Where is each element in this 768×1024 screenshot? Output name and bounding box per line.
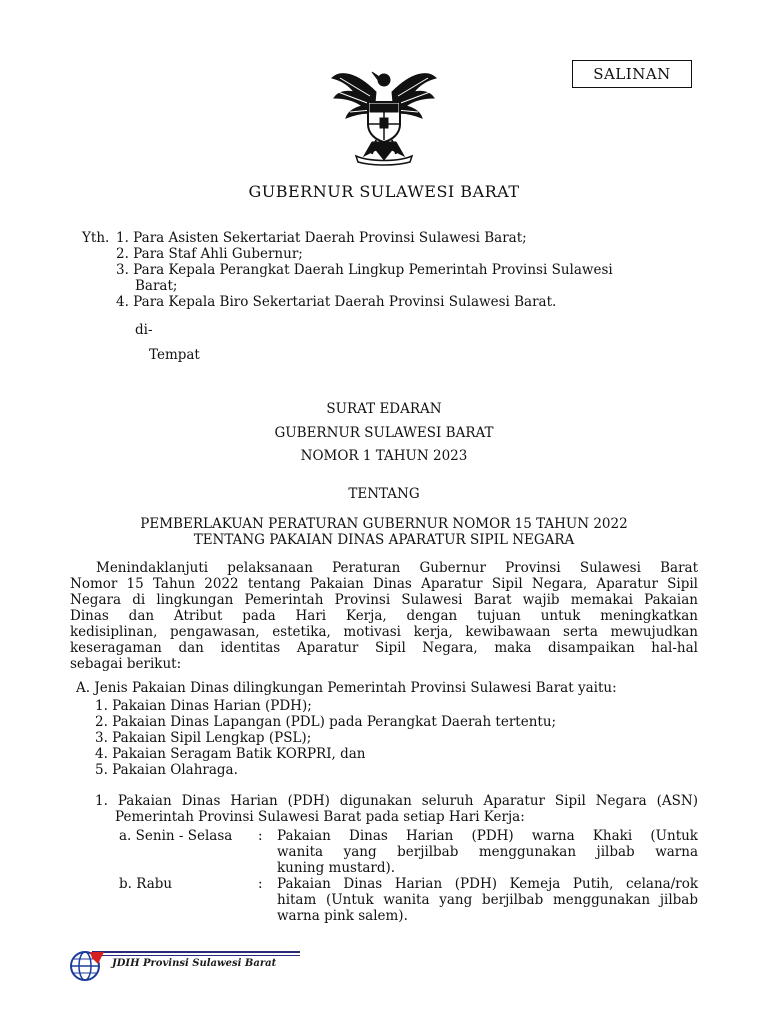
schedule-label: b. Rabu — [119, 876, 173, 892]
list-item: 5. Pakaian Olahraga. — [95, 762, 238, 778]
list-item: 2. Pakaian Dinas Lapangan (PDL) pada Perangkat Daerah tertentu; — [95, 714, 557, 730]
paragraph-line: Nomor 15 Tahun 2022 tentang Pakaian Dinas Aparatur Sipil Negara, Aparatur Sipil — [70, 576, 698, 592]
schedule-desc-line: Pakaian Dinas Harian (PDH) warna Khaki (Untuk — [277, 828, 698, 844]
list-item: 4. Pakaian Seragam Batik KORPRI, dan — [95, 746, 366, 762]
addressee-item-continued: Barat; — [135, 278, 178, 294]
schedule-separator: : — [258, 876, 263, 892]
schedule-desc-line: Pakaian Dinas Harian (PDH) Kemeja Putih, celana/rok — [277, 876, 698, 892]
schedule-desc-line: kuning mustard). — [277, 860, 396, 876]
paragraph-line: Negara di lingkungan Pemerintah Provinsi Sulawesi Barat wajib memakai Pakaian — [70, 592, 698, 608]
pdh-intro: 1. Pakaian Dinas Harian (PDH) digunakan seluruh Aparatur Sipil Negara (ASN) — [95, 793, 698, 809]
letter-subject: PEMBERLAKUAN PERATURAN GUBERNUR NOMOR 15 TAHUN 2022 — [140, 516, 628, 532]
addressee-item: 4. Para Kepala Biro Sekertariat Daerah Provinsi Sulawesi Barat. — [116, 294, 557, 310]
paragraph-line: Menindaklanjuti pelaksanaan Peraturan Gubernur Provinsi Sulawesi Barat — [96, 560, 698, 576]
footer-text: JDIH Provinsi Sulawesi Barat — [112, 958, 277, 969]
schedule-desc-line: wanita yang berjilbab menggunakan jilbab warna — [277, 844, 698, 860]
footer-rule — [92, 951, 300, 953]
letter-number: NOMOR 1 TAHUN 2023 — [300, 448, 468, 464]
addressee-item: 2. Para Staf Ahli Gubernur; — [116, 246, 303, 262]
addressee-prefix: Yth. — [82, 230, 110, 246]
list-item: 1. Pakaian Dinas Harian (PDH); — [95, 698, 312, 714]
page-title: GUBERNUR SULAWESI BARAT — [248, 182, 520, 201]
schedule-separator: : — [258, 828, 263, 844]
schedule-desc-line: warna pink salem). — [277, 908, 408, 924]
paragraph-line: Dinas dan Atribut pada Hari Kerja, dengan tujuan untuk meningkatkan — [70, 608, 698, 624]
letter-issuer: GUBERNUR SULAWESI BARAT — [274, 425, 494, 441]
letter-subject: TENTANG PAKAIAN DINAS APARATUR SIPIL NEGARA — [193, 532, 575, 548]
addressee-item: 3. Para Kepala Perangkat Daerah Lingkup Pemerintah Provinsi Sulawesi — [116, 262, 613, 278]
schedule-desc-line: hitam (Untuk wanita yang berjilbab menggunakan jilbab — [277, 892, 698, 908]
jdih-globe-icon — [68, 946, 108, 984]
letter-about-label: TENTANG — [348, 486, 420, 502]
paragraph-line: kedisiplinan, pengawasan, estetika, motivasi kerja, kewibawaan serta mewujudkan — [70, 624, 698, 640]
salinan-stamp: SALINAN — [572, 60, 692, 88]
addressee-item: 1. Para Asisten Sekertariat Daerah Provinsi Sulawesi Barat; — [116, 230, 527, 246]
pdh-intro: Pemerintah Provinsi Sulawesi Barat pada setiap Hari Kerja: — [115, 809, 525, 825]
list-item: 3. Pakaian Sipil Lengkap (PSL); — [95, 730, 312, 746]
garuda-emblem-icon — [326, 62, 442, 166]
schedule-label: a. Senin - Selasa — [119, 828, 233, 844]
section-a-heading: A. Jenis Pakaian Dinas dilingkungan Pemerintah Provinsi Sulawesi Barat yaitu: — [76, 680, 617, 696]
paragraph-line: sebagai berikut: — [70, 656, 182, 672]
addressee-di: di- — [135, 322, 153, 338]
letter-type: SURAT EDARAN — [326, 401, 442, 417]
footer-rule — [92, 955, 300, 956]
addressee-tempat: Tempat — [149, 347, 200, 363]
paragraph-line: keseragaman dan identitas Aparatur Sipil Negara, maka disampaikan hal-hal — [70, 640, 698, 656]
